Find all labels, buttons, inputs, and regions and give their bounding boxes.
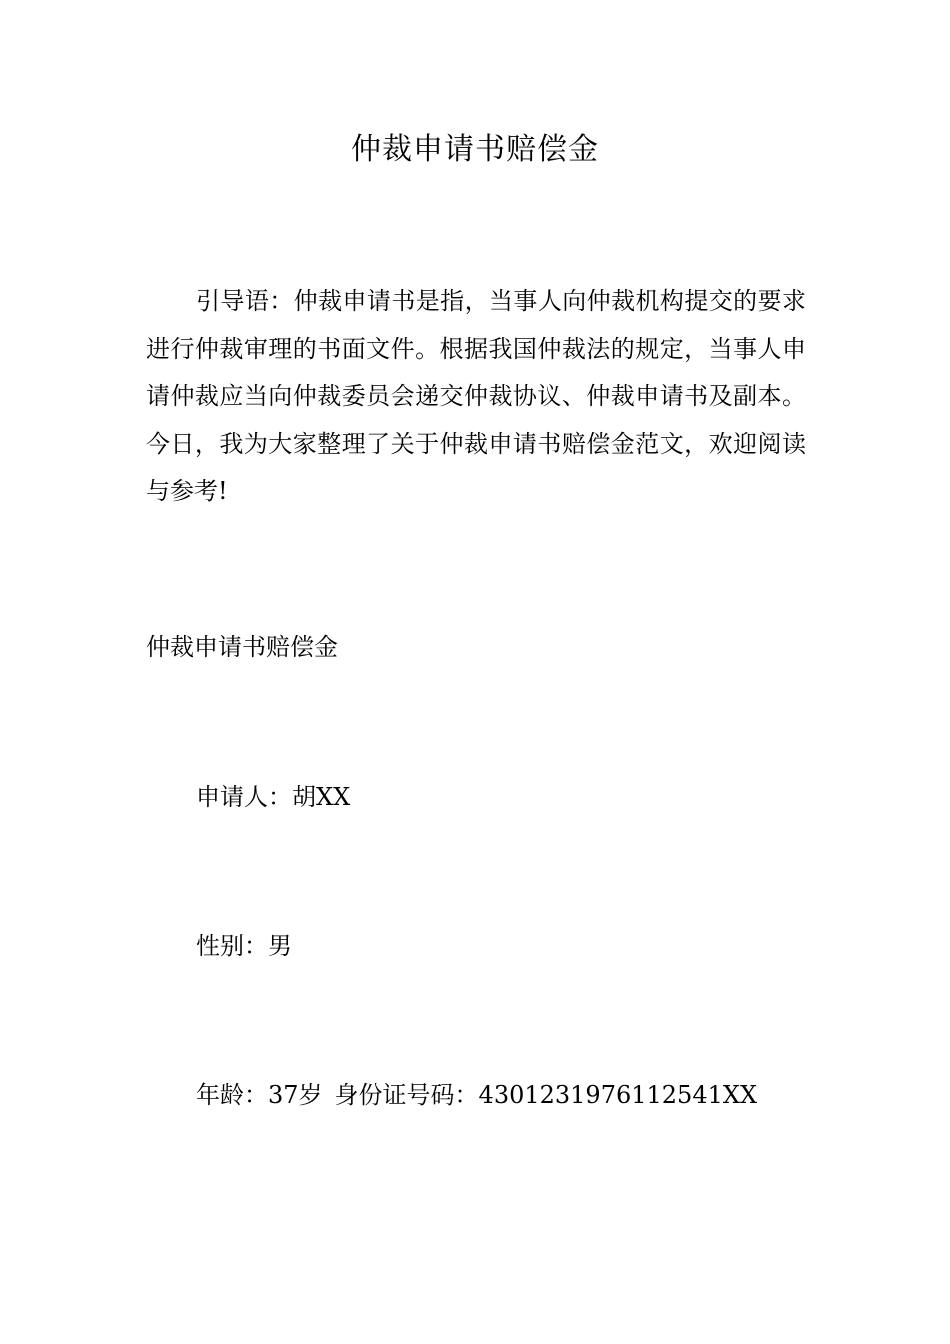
id-number-text: 身份证号码：4301231976112541XX — [334, 1081, 758, 1109]
gender-line: 性别：男 — [196, 932, 292, 960]
age-text: 年龄：37岁 — [196, 1081, 323, 1109]
applicant-line: 申请人：胡XX — [196, 783, 351, 811]
section-subtitle: 仲裁申请书赔偿金 — [146, 633, 338, 661]
intro-paragraph: 引导语：仲裁申请书是指，当事人向仲裁机构提交的要求进行仲裁审理的书面文件。根据我国仲裁法的规定，当事人申请仲裁应当向仲裁委员会递交仲裁协议、仲裁申请书及副本。今日，我为大家整理了关于仲裁申请书赔偿金范文，欢迎阅读与参考! — [146, 287, 806, 505]
document-title: 仲裁申请书赔偿金 — [351, 132, 599, 167]
age-id-line — [196, 1078, 757, 1112]
